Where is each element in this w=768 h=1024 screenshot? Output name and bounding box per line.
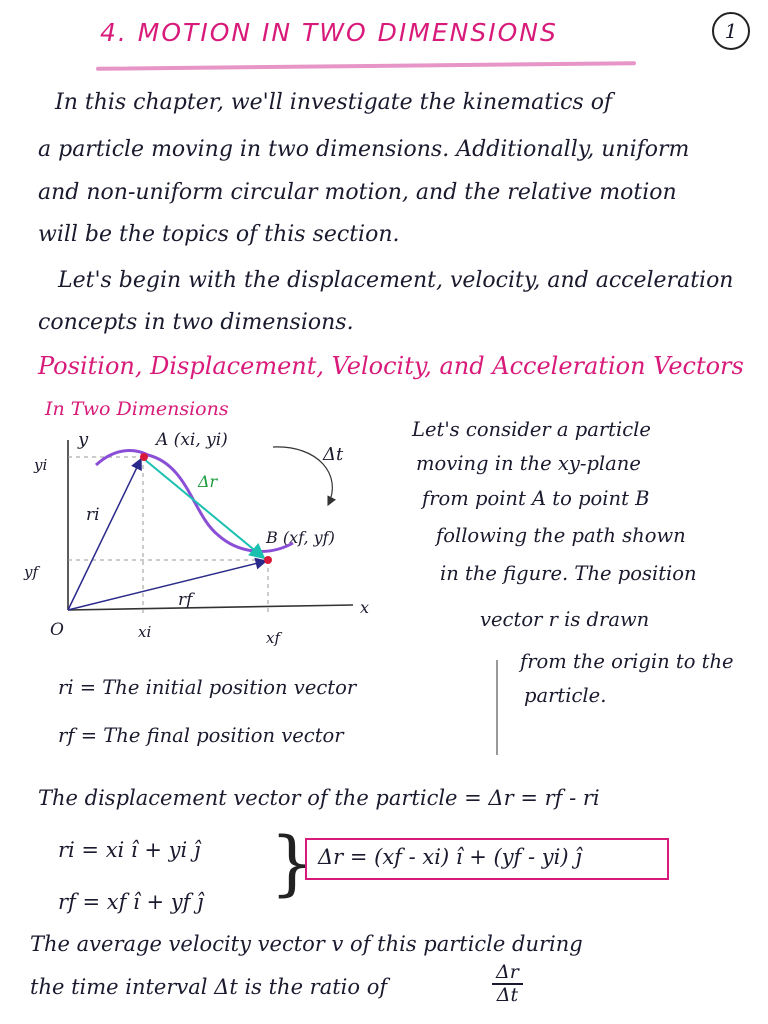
ri-definition: ri = The initial position vector <box>58 676 357 699</box>
position-diagram <box>24 425 378 655</box>
intro-line-6: concepts in two dimensions. <box>38 310 354 335</box>
yf-label: yf <box>24 563 39 581</box>
origin-label: O <box>50 620 64 640</box>
page-number: 1 <box>712 12 750 50</box>
yi-label: yi <box>34 456 48 474</box>
x-axis-label: x <box>360 598 370 617</box>
intro-line-4: will be the topics of this section. <box>38 222 400 247</box>
side-line-7: from the origin to the <box>520 650 734 673</box>
rf-definition: rf = The final position vector <box>58 724 344 747</box>
intro-line-1: In this chapter, we'll investigate the kinematics of <box>55 90 613 115</box>
intro-line-5: Let's begin with the displacement, velocity, and acceleration <box>58 268 734 293</box>
xi-label: xi <box>138 623 152 641</box>
grouping-brace: } <box>270 822 315 904</box>
intro-line-2: a particle moving in two dimensions. Additionally, uniform <box>38 137 690 162</box>
column-divider <box>496 660 498 755</box>
section-heading: Position, Displacement, Velocity, and Acceleration Vectors <box>38 352 744 380</box>
delta-t-label: Δt <box>323 444 344 465</box>
side-line-3: from point A to point B <box>422 487 650 510</box>
rf-label: rf <box>178 590 193 610</box>
boxed-displacement-formula: Δr = (xf - xi) î + (yf - yi) ĵ <box>318 845 582 869</box>
intro-line-3: and non-uniform circular motion, and the relative motion <box>38 180 677 205</box>
ratio-fraction <box>492 962 523 1006</box>
xf-label: xf <box>266 629 281 647</box>
side-line-5: in the figure. The position <box>440 562 697 585</box>
delta-r-label: Δr <box>198 472 218 491</box>
page-title: 4. MOTION IN TWO DIMENSIONS <box>100 18 558 47</box>
y-axis-label: y <box>78 429 89 450</box>
avg-velocity-line-2: the time interval Δt is the ratio of <box>30 975 388 999</box>
point-b-label: B (xf, yf) <box>266 528 335 547</box>
ri-label: ri <box>86 505 100 525</box>
ri-vector <box>68 459 141 610</box>
side-line-6: vector r is drawn <box>480 608 650 631</box>
side-line-8: particle. <box>524 684 607 707</box>
side-line-1: Let's consider a particle <box>412 418 651 441</box>
x-axis <box>68 605 353 610</box>
point-a <box>140 453 148 461</box>
side-line-4: following the path shown <box>436 524 686 547</box>
rf-vector <box>68 561 266 610</box>
ri-components: ri = xi î + yi ĵ <box>58 838 201 862</box>
avg-velocity-line-1: The average velocity vector v of this particle during <box>30 932 583 956</box>
displacement-equation: The displacement vector of the particle = Δr = rf - ri <box>38 786 600 810</box>
title-underline <box>96 61 636 71</box>
point-a-label: A (xi, yi) <box>156 430 228 450</box>
point-b <box>264 556 272 564</box>
ratio-denominator: Δt <box>496 983 519 1006</box>
ratio-numerator: Δr <box>492 962 523 985</box>
rf-components: rf = xf î + yf ĵ <box>58 890 204 914</box>
section-subheading: In Two Dimensions <box>45 398 229 420</box>
side-line-2: moving in the xy-plane <box>416 452 641 475</box>
